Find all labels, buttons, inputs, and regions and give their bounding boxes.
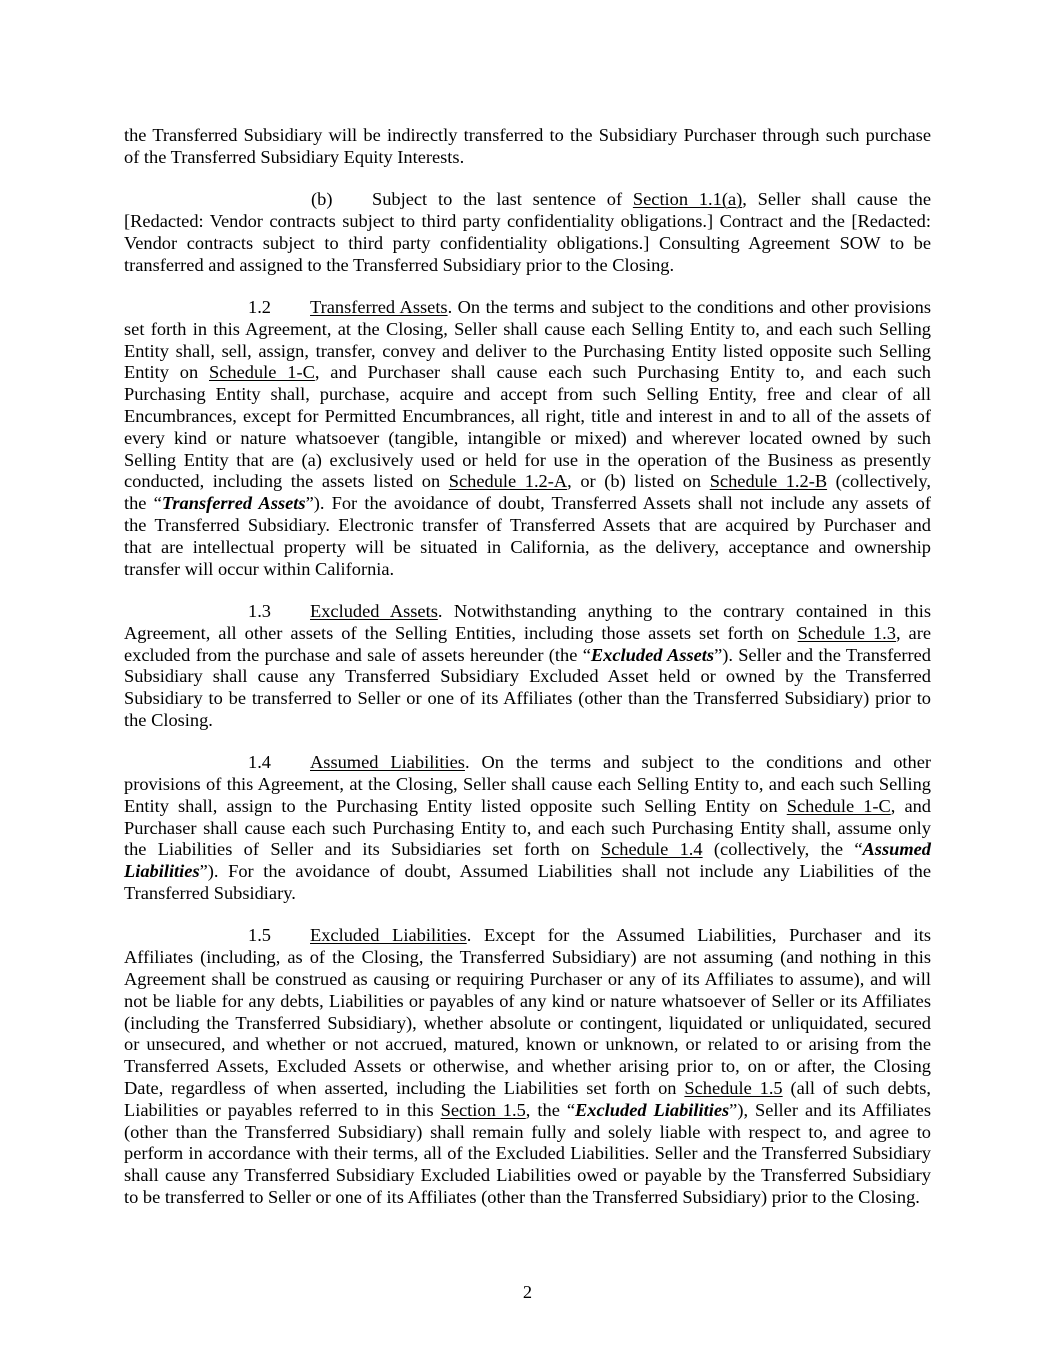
- text-run: , or (b) listed on: [567, 471, 710, 492]
- paragraph-line: [124, 1056, 931, 1078]
- cross-reference: Schedule 1.3: [797, 622, 896, 643]
- cross-reference: Schedule 1-C: [209, 362, 315, 383]
- paragraph-line: [124, 471, 931, 493]
- cross-reference: Section 1.5: [440, 1099, 526, 1120]
- text-run: not be liable for any debts, Liabilities or payables of any kind or nature whatsoever of Seller or its Affiliates: [124, 990, 931, 1011]
- paragraph-line: [124, 384, 931, 406]
- text-run: Entity on: [124, 362, 210, 383]
- section-heading: Excluded Assets: [310, 600, 438, 621]
- section-number: 1.3: [248, 600, 271, 621]
- text-run: Transferred Subsidiary.: [124, 883, 296, 904]
- paragraph-line: [124, 861, 931, 883]
- paragraph-line: [124, 1034, 931, 1056]
- text-run: excluded from the purchase and sale of assets hereunder (the “: [124, 644, 591, 665]
- text-run: Purchasing Entity shall, purchase, acquire and accept from such Selling Entity, free and clear of all: [124, 384, 931, 405]
- text-run: the Closing.: [124, 709, 213, 730]
- section-1-5: [124, 925, 931, 1208]
- text-run: to be transferred to Seller or one of its Affiliates (other than the Transferred Subsidiary) prior to the Closing.: [124, 1187, 920, 1208]
- paragraph-line: [124, 559, 931, 581]
- text-run: Agreement, all other assets of the Selling Entities, including those assets set forth on: [124, 622, 798, 643]
- text-run: . On the terms and subject to the conditions and other provisions: [447, 296, 931, 317]
- paragraph-line: [124, 297, 931, 319]
- text-run: Purchaser shall cause each such Purchasing Entity to, and each such Purchasing Entity shall, assume only: [124, 817, 931, 838]
- paragraph-line: [124, 493, 931, 515]
- section-number: 1.4: [248, 752, 271, 773]
- paragraph-subsection-b: [124, 189, 931, 276]
- text-run: Selling Entity that are (a) exclusively used or held for use in the operation of the Business as presently: [124, 449, 931, 470]
- text-run: Date, regardless of when asserted, including the Liabilities set forth on: [124, 1078, 685, 1099]
- text-run: ”). For the avoidance of doubt, Assumed Liabilities shall not include any Liabilities of the: [199, 861, 931, 882]
- cross-reference: Schedule 1.2-B: [709, 471, 828, 492]
- paragraph-line: [124, 515, 931, 537]
- paragraph-line: [124, 1143, 931, 1165]
- text-run: Transferred Assets, Excluded Assets or otherwise, and whether arising prior to, on or after, the Closing: [124, 1056, 931, 1077]
- page-number: 2: [522, 1282, 533, 1302]
- paragraph-line: [124, 601, 931, 623]
- text-run: Affiliates (including, as of the Closing, the Transferred Subsidiary) are not assuming (and nothing in this: [124, 947, 931, 968]
- text-run: Subject to the last sentence of: [372, 189, 633, 210]
- paragraph-line: [124, 1165, 931, 1187]
- paragraph-line: [124, 189, 931, 211]
- text-run: every kind or nature whatsoever (tangible, intangible or mixed) and wherever located owned by such: [124, 427, 931, 448]
- defined-term: Excluded Assets: [590, 644, 715, 665]
- paragraph-line: [124, 991, 931, 1013]
- paragraph-line: [124, 645, 931, 667]
- text-run: transferred and assigned to the Transferred Subsidiary prior to the Closing.: [124, 254, 675, 275]
- text-run: (all of such debts,: [782, 1078, 932, 1099]
- paragraph-line: [124, 947, 931, 969]
- paragraph-line: [124, 925, 931, 947]
- paragraph-line: [124, 1013, 931, 1035]
- text-run: , Seller shall cause the: [742, 189, 931, 210]
- text-run: Liabilities or payables referred to in this: [124, 1099, 441, 1120]
- text-run: (other than the Transferred Subsidiary) shall remain fully and solely liable with respect to, and agree to: [124, 1121, 931, 1142]
- paragraph-continuation: [124, 125, 931, 169]
- paragraph-line: [124, 796, 931, 818]
- paragraph-line: [124, 710, 931, 732]
- text-run: , are: [895, 622, 931, 643]
- cross-reference: Schedule 1.5: [684, 1078, 783, 1099]
- text-run: the Liabilities of Seller and its Subsidiaries set forth on: [124, 839, 601, 860]
- paragraph-line: [124, 233, 931, 255]
- text-run: (including the Transferred Subsidiary), whether absolute or contingent, liquidated or unliquidated, secured: [124, 1012, 931, 1033]
- defined-term: Transferred Assets: [161, 493, 306, 514]
- text-run: . Notwithstanding anything to the contrary contained in this: [437, 600, 931, 621]
- paragraph-line: [124, 818, 931, 840]
- paragraph-line: [124, 752, 931, 774]
- text-run: (collectively,: [827, 471, 931, 492]
- text-run: of the Transferred Subsidiary Equity Interests.: [124, 146, 465, 167]
- text-run: ”). For the avoidance of doubt, Transferred Assets shall not include any assets of: [305, 493, 931, 514]
- text-run: the “: [124, 493, 162, 514]
- paragraph-line: [124, 450, 931, 472]
- paragraph-line: [124, 688, 931, 710]
- paragraph-line: [124, 319, 931, 341]
- text-run: . Except for the Assumed Liabilities, Purchaser and its: [466, 925, 931, 946]
- text-run: Subsidiary shall cause any Transferred Subsidiary Excluded Asset held or owned by the Transferred: [124, 666, 931, 687]
- paragraph-line: [124, 147, 931, 169]
- paragraph-line: [124, 255, 931, 277]
- paragraph-line: [124, 1122, 931, 1144]
- text-run: , and: [890, 795, 932, 816]
- text-run: , the “: [525, 1099, 576, 1120]
- text-run: (collectively, the “: [702, 839, 863, 860]
- defined-term: Excluded Liabilities: [575, 1099, 730, 1120]
- text-run: Entity shall, assign to the Purchasing Entity listed opposite such Selling Entity on: [124, 795, 787, 816]
- section-1-2: [124, 297, 931, 580]
- text-run: ”). Seller and the Transferred: [714, 644, 931, 665]
- text-run: or unsecured, and whether or not accrued, matured, known or unknown, or related to or arising from the: [124, 1034, 931, 1055]
- subsection-label: (b): [311, 189, 333, 210]
- section-heading: Transferred Assets: [310, 296, 448, 317]
- document-body: [124, 125, 931, 1229]
- text-run: the Transferred Subsidiary. Electronic transfer of Transferred Assets that are acquired by Purchaser and: [124, 514, 931, 535]
- text-run: the Transferred Subsidiary will be indirectly transferred to the Subsidiary Purchaser through such purchase: [124, 125, 931, 145]
- paragraph-line: [124, 774, 931, 796]
- paragraph-line: [124, 1100, 931, 1122]
- paragraph-line: [124, 623, 931, 645]
- paragraph-line: [124, 1187, 931, 1209]
- text-run: Vendor contracts subject to third party confidentiality obligations.] Consulting Agreement SOW to be: [124, 232, 931, 253]
- text-run: , and Purchaser shall cause each such Purchasing Entity to, and each such: [314, 362, 931, 383]
- text-run: . On the terms and subject to the conditions and other: [464, 752, 931, 773]
- defined-term: Liabilities: [124, 861, 200, 882]
- section-1-3: [124, 601, 931, 732]
- paragraph-line: [124, 125, 931, 147]
- paragraph-line: [124, 969, 931, 991]
- cross-reference: Schedule 1.4: [600, 839, 703, 860]
- paragraph-line: [124, 341, 931, 363]
- text-run: [Redacted: Vendor contracts subject to third party confidentiality obligations.] Contract and the [Redacted:: [124, 210, 931, 231]
- text-run: perform in accordance with their terms, all of the Excluded Liabilities. Seller and the Transferred Subsidiary: [124, 1143, 931, 1164]
- section-heading: Excluded Liabilities: [310, 925, 467, 946]
- text-run: shall cause any Transferred Subsidiary Excluded Liabilities owed or payable by the Transferred Subsidiary: [124, 1165, 931, 1186]
- text-run: Entity shall, sell, assign, transfer, convey and deliver to the Purchasing Entity listed opposite such Selling: [124, 340, 931, 361]
- defined-term: Assumed: [862, 839, 932, 860]
- section-heading: Assumed Liabilities: [310, 752, 465, 773]
- section-number: 1.5: [248, 925, 271, 946]
- paragraph-line: [124, 406, 931, 428]
- text-run: Agreement shall be construed as causing or requiring Purchaser or any of its Affiliates to assume), and will: [124, 969, 931, 990]
- section-1-4: [124, 752, 931, 905]
- text-run: Encumbrances, except for Permitted Encumbrances, all right, title and interest in and to all of the assets of: [124, 405, 931, 426]
- text-run: that are intellectual property will be situated in California, as the delivery, acceptance and ownership: [124, 536, 931, 557]
- paragraph-line: [124, 839, 931, 861]
- text-run: provisions of this Agreement, at the Closing, Seller shall cause each Selling Entity to, and each such Selling: [124, 774, 931, 795]
- text-run: ”), Seller and its Affiliates: [729, 1099, 931, 1120]
- paragraph-line: [124, 362, 931, 384]
- cross-reference: Schedule 1.2-A: [448, 471, 568, 492]
- paragraph-line: [124, 211, 931, 233]
- cross-reference: Section 1.1(a): [632, 189, 743, 210]
- section-number: 1.2: [248, 296, 271, 317]
- paragraph-line: [124, 883, 931, 905]
- cross-reference: Schedule 1-C: [786, 795, 891, 816]
- paragraph-line: [124, 537, 931, 559]
- text-run: Subsidiary to be transferred to Seller or one of its Affiliates (other than the Transferred Subsidiary) prior to: [124, 688, 931, 709]
- paragraph-line: [124, 1078, 931, 1100]
- text-run: set forth in this Agreement, at the Closing, Seller shall cause each Selling Entity to, and each such Selling: [124, 318, 931, 339]
- paragraph-line: [124, 428, 931, 450]
- text-run: conducted, including the assets listed on: [124, 471, 449, 492]
- paragraph-line: [124, 666, 931, 688]
- text-run: transfer will occur within California.: [124, 558, 395, 579]
